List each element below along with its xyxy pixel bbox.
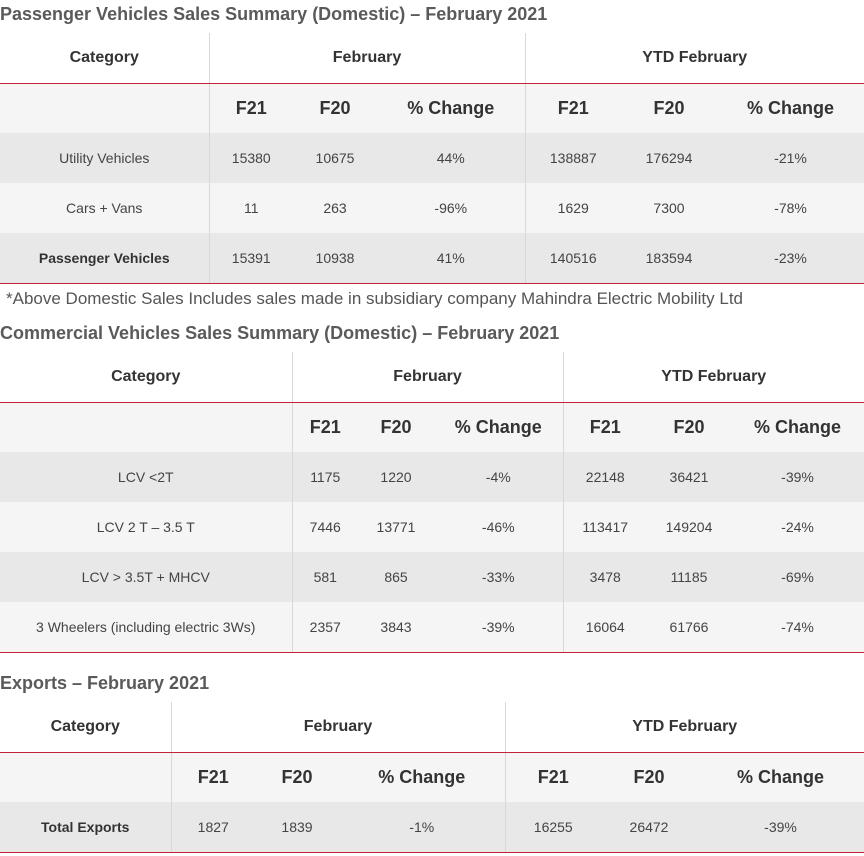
cell-feb-f21: 581 (292, 552, 358, 602)
cell-ytd-f20: 61766 (647, 602, 731, 652)
subheader-feb-f20: F20 (255, 752, 339, 802)
cell-feb-f20: 10938 (293, 233, 377, 283)
cell-feb-f21: 11 (209, 183, 293, 233)
exports-table (0, 702, 864, 853)
passenger-vehicles-heading: Passenger Vehicles Sales Summary (Domestic) – February 2021 (0, 4, 548, 24)
cell-ytd-f20: 7300 (621, 183, 717, 233)
cell-ytd-f20: 11185 (647, 552, 731, 602)
table-row (0, 133, 864, 183)
cell-feb-f21: 15380 (209, 133, 293, 183)
subheader-blank (0, 83, 209, 133)
subheader-feb-change: % Change (434, 402, 563, 452)
table-subheader-row (0, 83, 864, 133)
cell-ytd-f21: 140516 (525, 233, 621, 283)
cell-ytd-change: -69% (731, 552, 864, 602)
row-category: Total Exports (0, 802, 171, 852)
subheader-blank (0, 402, 292, 452)
commercial-vehicles-heading: Commercial Vehicles Sales Summary (Domestic) – February 2021 (0, 323, 560, 343)
cell-feb-f21: 1175 (292, 452, 358, 502)
table-row-total (0, 233, 864, 283)
cell-ytd-f20: 149204 (647, 502, 731, 552)
row-category: LCV 2 T – 3.5 T (0, 502, 292, 552)
cell-feb-change: -39% (434, 602, 563, 652)
cell-feb-change: -33% (434, 552, 563, 602)
cell-ytd-f20: 36421 (647, 452, 731, 502)
subheader-feb-f20: F20 (358, 402, 434, 452)
cell-ytd-change: -23% (717, 233, 864, 283)
subheader-ytd-f20: F20 (621, 83, 717, 133)
row-category: 3 Wheelers (including electric 3Ws) (0, 602, 292, 652)
cell-feb-change: -4% (434, 452, 563, 502)
cell-feb-change: -46% (434, 502, 563, 552)
cell-ytd-change: -21% (717, 133, 864, 183)
row-category: Cars + Vans (0, 183, 209, 233)
row-category: LCV > 3.5T + MHCV (0, 552, 292, 602)
cell-ytd-change: -78% (717, 183, 864, 233)
cell-feb-f20: 10675 (293, 133, 377, 183)
cell-ytd-change: -24% (731, 502, 864, 552)
cell-ytd-f21: 3478 (563, 552, 647, 602)
subheader-ytd-change: % Change (717, 83, 864, 133)
table-row-total (0, 802, 864, 852)
cell-ytd-f20: 26472 (601, 802, 697, 852)
cell-feb-f21: 15391 (209, 233, 293, 283)
subheader-feb-f21: F21 (292, 402, 358, 452)
commercial-vehicles-table (0, 352, 864, 653)
passenger-vehicles-table (0, 33, 864, 284)
cell-ytd-change: -39% (697, 802, 864, 852)
table-row (0, 602, 864, 652)
column-header-february: February (292, 352, 563, 402)
column-header-february: February (209, 33, 525, 83)
cell-feb-f20: 1839 (255, 802, 339, 852)
table-row (0, 552, 864, 602)
domestic-sales-footnote: *Above Domestic Sales Includes sales made in subsidiary company Mahindra Electric Mobility Ltd (6, 289, 744, 308)
cell-feb-f20: 1220 (358, 452, 434, 502)
subheader-ytd-f20: F20 (601, 752, 697, 802)
subheader-ytd-f21: F21 (525, 83, 621, 133)
column-header-category: Category (0, 702, 171, 752)
row-category: Passenger Vehicles (0, 233, 209, 283)
column-header-february: February (171, 702, 505, 752)
cell-feb-f21: 2357 (292, 602, 358, 652)
cell-ytd-f21: 16255 (505, 802, 601, 852)
table-row (0, 183, 864, 233)
cell-ytd-f21: 16064 (563, 602, 647, 652)
table-header-row (0, 352, 864, 402)
subheader-ytd-f21: F21 (505, 752, 601, 802)
cell-feb-f20: 3843 (358, 602, 434, 652)
column-header-ytd-february: YTD February (525, 33, 864, 83)
cell-ytd-f21: 138887 (525, 133, 621, 183)
column-header-ytd-february: YTD February (563, 352, 864, 402)
subheader-feb-change: % Change (377, 83, 525, 133)
exports-heading: Exports – February 2021 (0, 673, 210, 693)
column-header-category: Category (0, 33, 209, 83)
cell-ytd-change: -39% (731, 452, 864, 502)
subheader-feb-f21: F21 (209, 83, 293, 133)
row-category: LCV <2T (0, 452, 292, 502)
subheader-ytd-f21: F21 (563, 402, 647, 452)
subheader-blank (0, 752, 171, 802)
subheader-feb-f20: F20 (293, 83, 377, 133)
cell-ytd-f21: 113417 (563, 502, 647, 552)
subheader-feb-f21: F21 (171, 752, 255, 802)
cell-ytd-f20: 183594 (621, 233, 717, 283)
cell-ytd-change: -74% (731, 602, 864, 652)
row-category: Utility Vehicles (0, 133, 209, 183)
cell-feb-f21: 1827 (171, 802, 255, 852)
subheader-ytd-change: % Change (697, 752, 864, 802)
cell-feb-f20: 13771 (358, 502, 434, 552)
cell-feb-change: -96% (377, 183, 525, 233)
table-header-row (0, 33, 864, 83)
table-row (0, 502, 864, 552)
cell-feb-change: 44% (377, 133, 525, 183)
table-header-row (0, 702, 864, 752)
cell-feb-f21: 7446 (292, 502, 358, 552)
table-row (0, 452, 864, 502)
column-header-ytd-february: YTD February (505, 702, 864, 752)
cell-ytd-f21: 1629 (525, 183, 621, 233)
cell-feb-change: 41% (377, 233, 525, 283)
subheader-ytd-change: % Change (731, 402, 864, 452)
cell-feb-f20: 263 (293, 183, 377, 233)
cell-ytd-f20: 176294 (621, 133, 717, 183)
table-subheader-row (0, 752, 864, 802)
table-subheader-row (0, 402, 864, 452)
subheader-ytd-f20: F20 (647, 402, 731, 452)
cell-feb-f20: 865 (358, 552, 434, 602)
column-header-category: Category (0, 352, 292, 402)
cell-feb-change: -1% (339, 802, 505, 852)
subheader-feb-change: % Change (339, 752, 505, 802)
cell-ytd-f21: 22148 (563, 452, 647, 502)
